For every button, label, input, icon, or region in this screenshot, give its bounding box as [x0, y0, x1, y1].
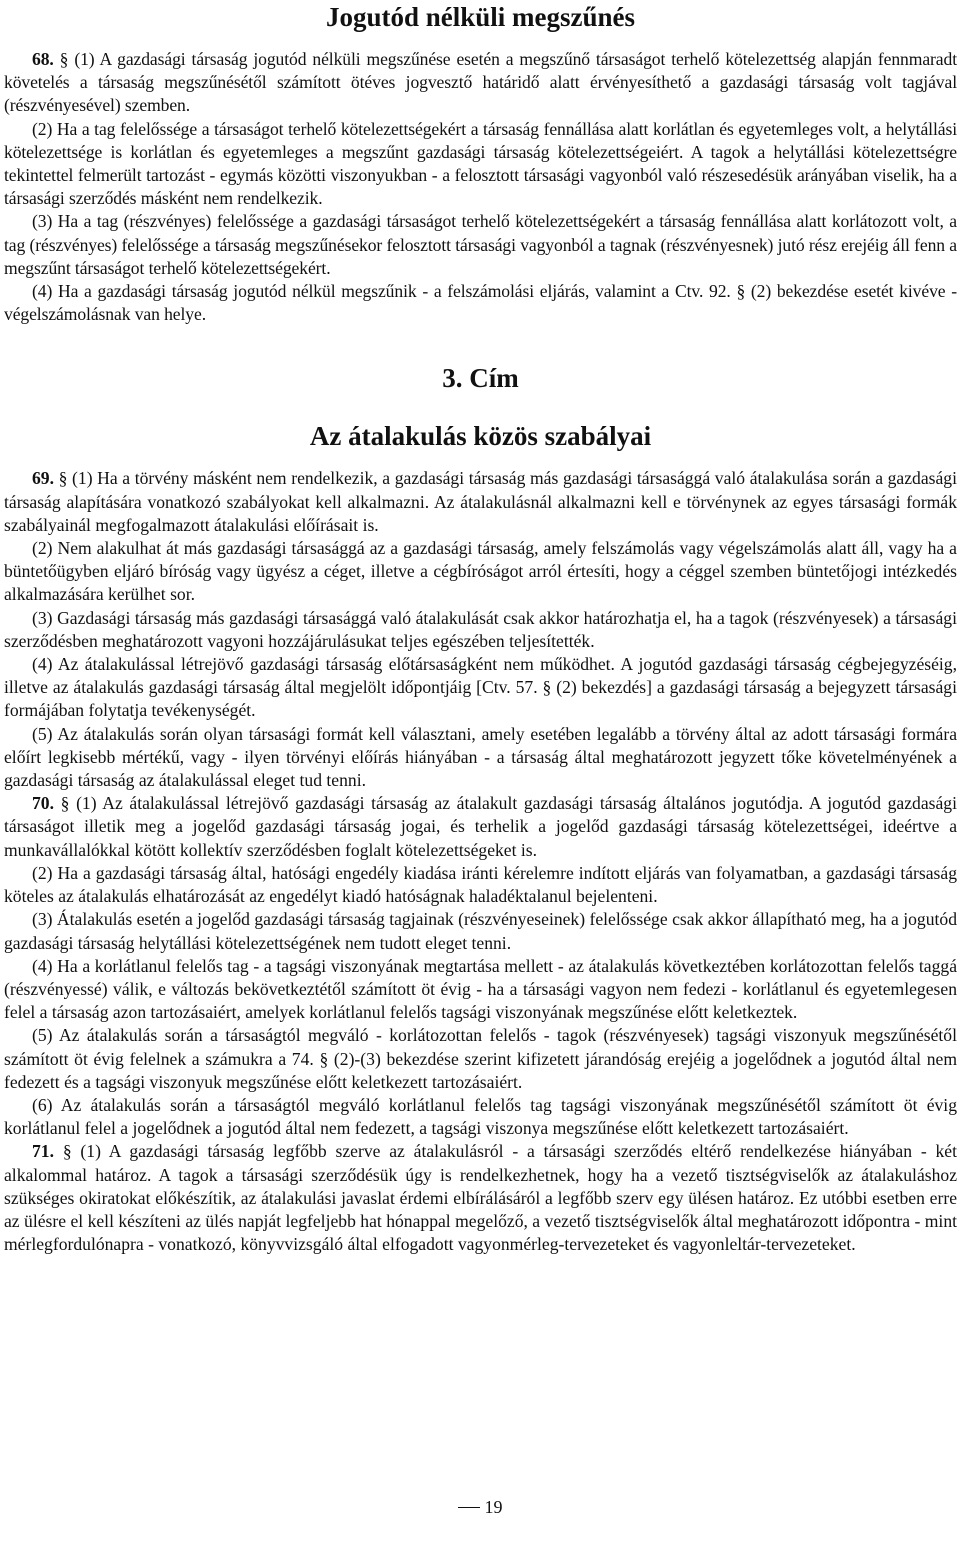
paragraph — [4, 862, 957, 908]
paragraph-text: § (1) A gazdasági társaság legfőbb szerve az átalakulásról - a társasági szerződés eltérő rendelkezése hiányában - két alkalommal határoz. A tagok a társasági szerződésük úgy is rendelkezhetnek, hogy ha a vezető tisztségviselők az átalakuláshoz szükséges okiratokat előkészítik, az átalakulási javaslat érdemi elbírálásáról a legfőbb szerv egy ülésen határoz. Ez utóbbi esetben erre az ülésre el kell készíteni az ülés napját legfeljebb hat hónappal megelőző, a vezető tisztségviselők által meghatározott időpontra - mint mérlegfordulónapra - vonatkozó, könyvvizsgáló által elfogadott vagyonmérleg-tervezeteket és vagyonleltár-tervezeteket. — [4, 1141, 957, 1255]
paragraph-text: § (1) A gazdasági társaság jogutód nélküli megszűnése esetén a megszűnő társaságot terhelő kötelezettség alapján fennmaradt követelés a társaság megszűnésétől számított ötéves jogvesztő határidő alatt érvényesíthető a gazdasági társaság volt tagjával (részvényesével) szemben. — [4, 49, 957, 116]
paragraph-text: (4) Ha a korlátlanul felelős tag - a tagsági viszonyának megtartása mellett - az átalakulás következtében korlátozottan felelős taggá (részvényessé) válik, e változás bekövetkeztétől számított öt évig - ha a társasági vagyon nem fedezi - korlátlanul és egyetemlegesen felel a társaság azon tartozásaiért, amelyek korlátlanul felelős tagsági viszonyának megszűnése előtt keletkeztek. — [4, 955, 957, 1023]
paragraph — [4, 48, 957, 118]
paragraph-text: (5) Az átalakulás során olyan társasági formát kell választani, amely esetében legalább a törvény által az adott társasági formára előírt legkisebb mértékű, vagy - ilyen törvényi előírás hiányában - a társaság által meghatározott jegyzett tőke követelményének a gazdasági társaság az átalakulással eleget tud tenni. — [4, 723, 957, 791]
paragraph — [4, 537, 957, 607]
paragraph-text: (2) Nem alakulhat át más gazdasági társasággá az a gazdasági társaság, amely felszámolás vagy végelszámolás alatt áll, vagy ha a büntetőügyben eljáró bíróság vagy ügyész a céget, illetve a cégbíróságot arról értesíti, hogy a céggel szemben büntetőjogi intézkedés alkalmazására kerülhet sor. — [4, 538, 957, 605]
paragraph-text: § (1) Az átalakulással létrejövő gazdasági társaság az átalakult gazdasági társaság általános jogutódja. A jogutód gazdasági társaságot illetik meg a jogelőd gazdasági társaság jogai, és terhelik a jogelőd gazdasági társaság kötelezettségei, ideértve a munkavállalókkal kötött kollektív szerződésben foglalt kötelezettségeket is. — [4, 793, 957, 860]
paragraph — [4, 653, 957, 723]
paragraph — [4, 908, 957, 954]
paragraph-text: (5) Az átalakulás során a társaságtól megváló - korlátozottan felelős - tagok (részvényesek) tagsági viszonyuk megszűnésétől számított öt évig felelnek a számukra a 74. § (2)-(3) bekezdése szerint kifizetett járandóság erejéig a jogelődnek a jogutód által nem fedezett és a tagsági viszonyuk megszűnése előtt keletkezett tartozásaiért. — [4, 1025, 957, 1092]
paragraph — [4, 955, 957, 1025]
paragraph-text: (2) Ha a tag felelőssége a társaságot terhelő kötelezettségekért a társaság fennállása alatt korlátlan és egyetemleges volt, a helytállási kötelezettsége is korlátlan és egyetemleges a megszűnt gazdasági társaság kötelezettségeiért. A tagok a helytállási kötelezettségre tekintettel felmerült tartozást - egymás közötti viszonyukban - a felosztott társasági vagyonból való részesedésük arányában viselik, ha a társasági szerződés másként nem rendelkezik. — [4, 118, 957, 209]
paragraph-text: (3) Gazdasági társaság más gazdasági társasággá való átalakulását csak akkor határozhatja el, ha a tagok (részvényesek) a társasági szerződésben meghatározott vagyoni hozzájárulásukat teljes egészében teljesítették. — [4, 607, 957, 651]
section-number: 71. — [32, 1141, 54, 1162]
paragraph — [4, 1140, 957, 1256]
cim-number: 3. Cím — [442, 363, 519, 394]
paragraph-text: (2) Ha a gazdasági társaság által, hatósági engedély kiadása iránti kérelemre indított eljárás van folyamatban, a gazdasági társaság köteles az átalakulás elhatározását az engedélyt kiadó hatóságnak haladéktalanul bejelenteni. — [4, 862, 957, 907]
page-number — [0, 1496, 960, 1518]
page-number-dash — [458, 1507, 480, 1508]
paragraph — [4, 723, 957, 793]
section-number: 69. — [32, 468, 54, 489]
cim-title: Az átalakulás közös szabályai — [309, 421, 652, 452]
paragraph — [4, 1024, 957, 1094]
paragraph — [4, 1094, 957, 1140]
section-number: 68. — [32, 49, 54, 69]
page-number-value: 19 — [484, 1497, 503, 1517]
paragraph-text: (3) Ha a tag (részvényes) felelőssége a gazdasági társaságot terhelő kötelezettségekért a társaság fennállása alatt korlátozott volt, a tag (részvényes) felelőssége a társaság megszűnésekor felosztott társasági vagyonból a tagnak (részvényesnek) jutó rész erejéig áll fenn a megszűnt társaságot terhelő kötelezettségekért. — [4, 211, 957, 278]
paragraph-text: § (1) Ha a törvény másként nem rendelkezik, a gazdasági társaság más gazdasági társasággá való átalakulása során a gazdasági társaság alapítására vonatkozó szabályokat kell alkalmazni. Az átalakulásnál alkalmazni kell e törvénynek az egyes társasági formák szabályainál megfogalmazott átalakulási előírásait is. — [4, 468, 957, 535]
paragraph — [4, 280, 957, 326]
paragraph-text: (4) Az átalakulással létrejövő gazdasági társaság előtársaságként nem működhet. A jogutód gazdasági társaság cégbejegyzéséig, illetve az átalakulás gazdasági társaság által megjelölt időpontjáig [Ctv. 57. § (2) bekezdés] a gazdasági társaság a bejegyzett társasági formájában folytatja tevékenységét. — [4, 654, 957, 721]
paragraph-text: (6) Az átalakulás során a társaságtól megváló korlátlanul felelős tag tagsági viszonyának megszűnésétől számított öt évig korlátlanul felel a jogelődnek a jogutód által nem fedezett, a tagsági viszonya megszűnése előtt keletkezett tartozásaiért. — [4, 1094, 957, 1139]
section-69-71-block — [4, 467, 957, 1256]
paragraph-text: (4) Ha a gazdasági társaság jogutód nélkül megszűnik - a felszámolási eljárás, valamint a Ctv. 92. § (2) bekezdése esetét kivéve - végelszámolásnak van helye. — [4, 281, 957, 325]
paragraph — [4, 607, 957, 653]
section-number: 70. — [32, 793, 54, 814]
paragraph — [4, 467, 957, 537]
paragraph — [4, 118, 957, 211]
paragraph-text: (3) Átalakulás esetén a jogelőd gazdasági társaság tagjainak (részvényeseinek) felelőssége csak akkor állapítható meg, ha a jogutód gazdasági társaság helytállási kötelezettségének nem tudott eleget tenni. — [4, 909, 957, 953]
section-68-block — [4, 48, 957, 326]
paragraph — [4, 210, 957, 280]
section-heading: Jogutód nélküli megszűnés — [325, 2, 636, 32]
paragraph — [4, 792, 957, 862]
